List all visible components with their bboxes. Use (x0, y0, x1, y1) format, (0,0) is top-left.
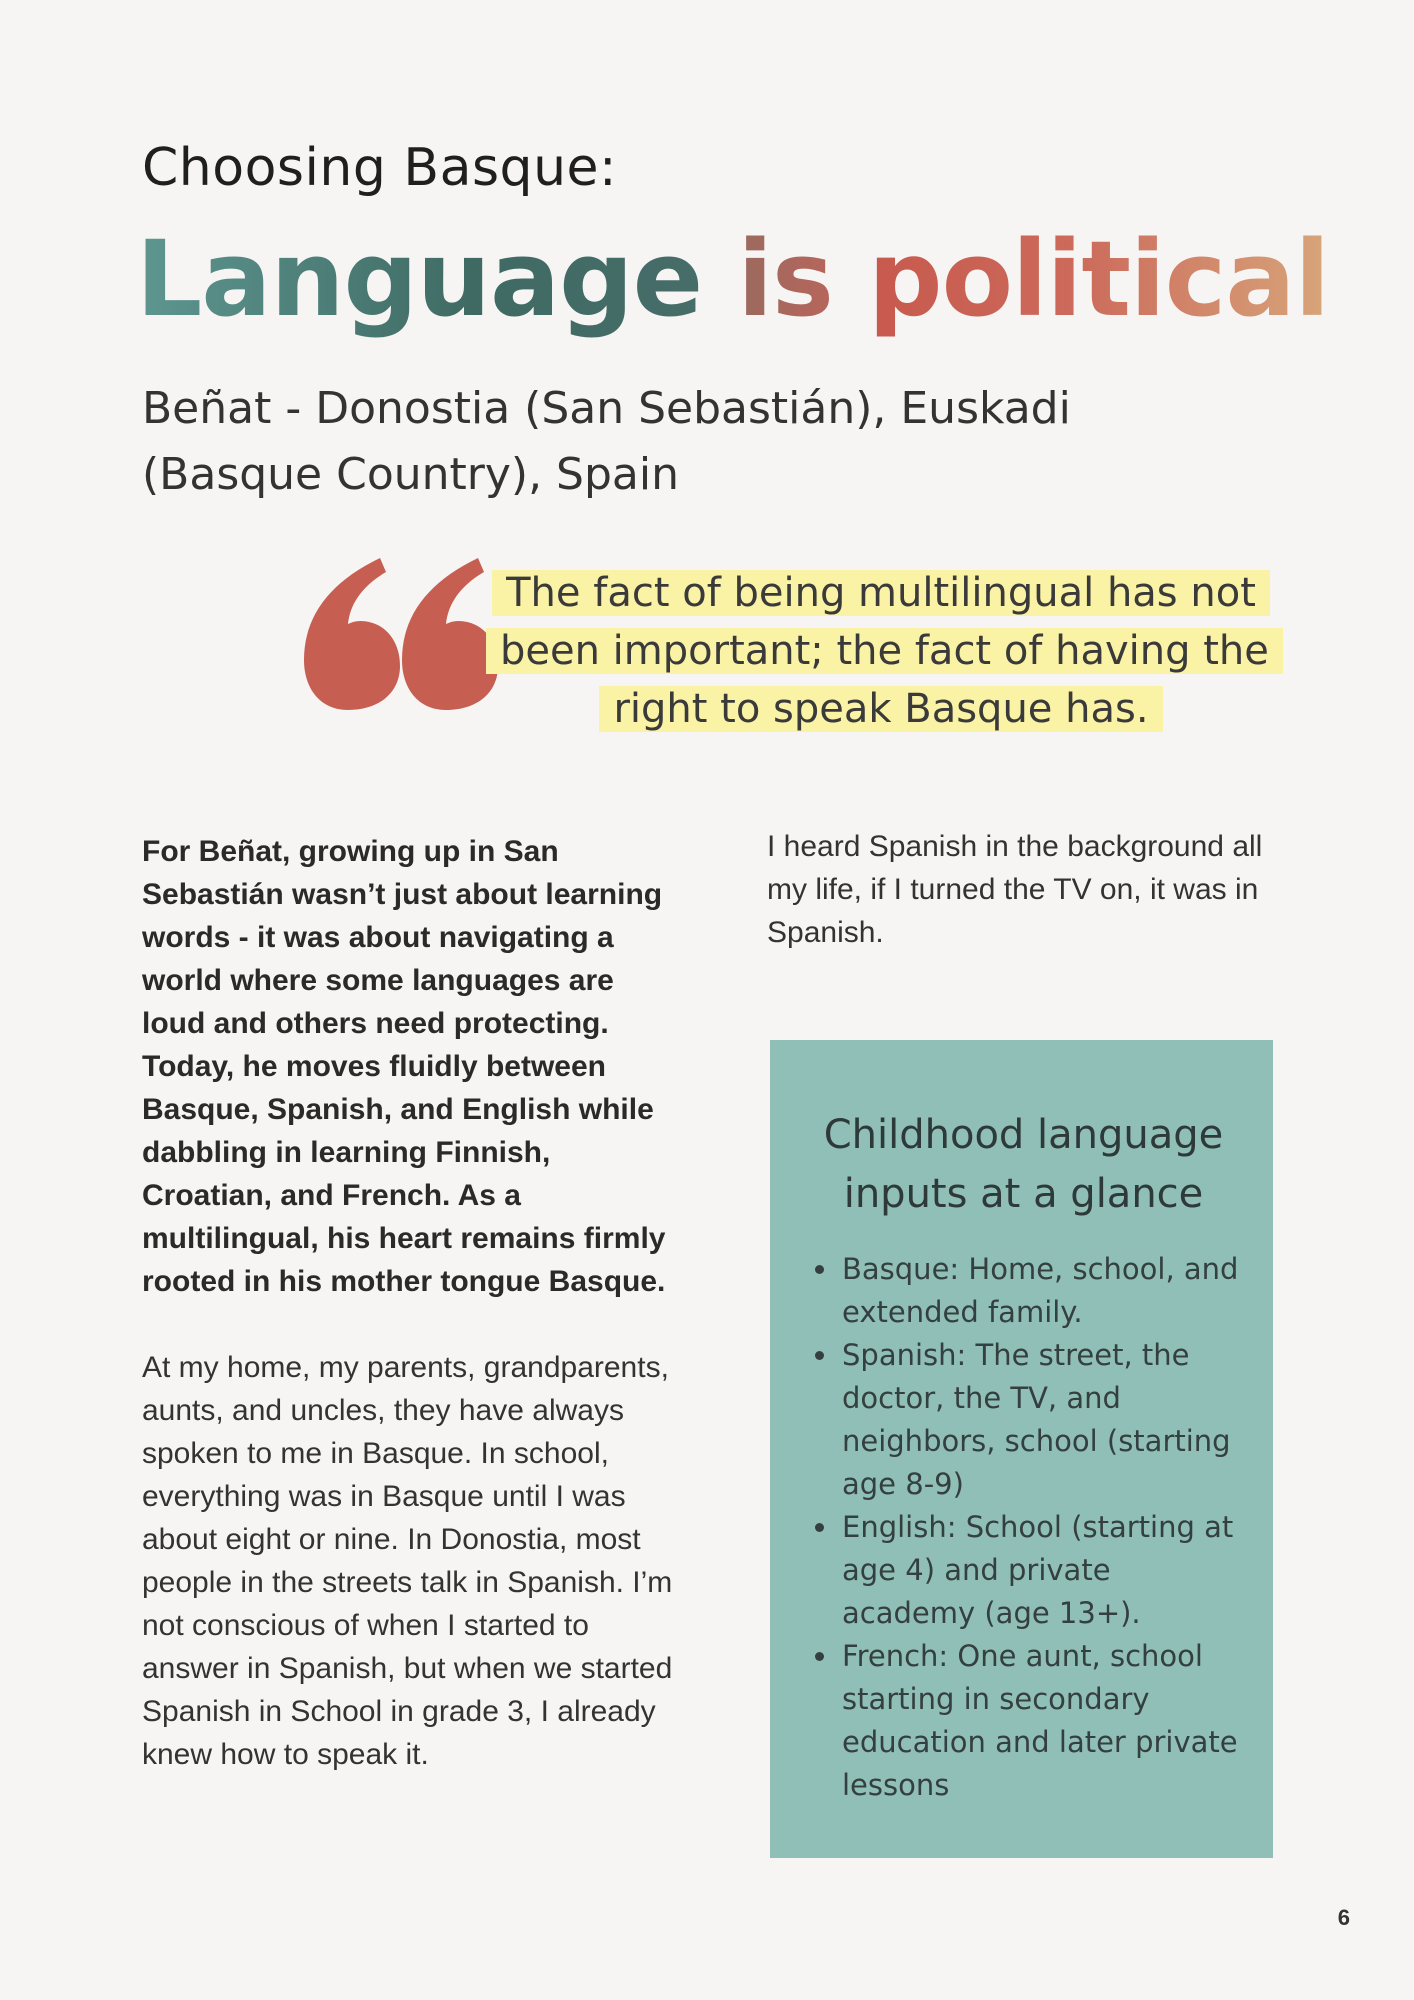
list-item: • English: School (starting at age 4) and private academy (age 13+). (840, 1506, 1239, 1635)
headline (136, 218, 1330, 340)
list-item: • French: One aunt, school starting in secondary education and later private lessons (840, 1635, 1239, 1807)
language-inputs-list (808, 1248, 1239, 1807)
pull-quote-text: The fact of being multilingual has not been important; the fact of having the right to speak Basque has. (486, 570, 1283, 732)
headline-word-language: Language (136, 218, 703, 340)
list-item: • Spanish: The street, the doctor, the TV, and neighbors, school (starting age 8-9) (840, 1334, 1239, 1506)
kicker: Choosing Basque: (142, 138, 618, 198)
lead-paragraph: For Beñat, growing up in San Sebastián wasn’t just about learning words - it was about navigating a world where some languages are loud and others need protecting. Today, he moves fluidly between Basque, Spanish, and English while dabbling in learning Finnish, Croatian, and French. As a multilingual, his heart remains firmly rooted in his mother tongue Basque. (142, 835, 666, 1298)
language-inputs-box (770, 1040, 1273, 1858)
body-paragraph: At my home, my parents, grandparents, aunts, and uncles, they have always spoken to me in Basque. In school, everything was in Basque until I was about eight or nine. In Donostia, most people in the streets talk in Spanish. I’m not conscious of when I started to answer in Spanish, but when we started Spanish in School in grade 3, I already knew how to speak it. (142, 1351, 673, 1771)
language-inputs-title: Childhood language inputs at a glance (823, 1112, 1224, 1217)
right-column-paragraph: I heard Spanish in the background all my life, if I turned the TV on, it was in Spanish. (767, 830, 1263, 949)
page-number: 6 (1337, 1905, 1350, 1930)
left-column (142, 830, 682, 1776)
quote-mark-icon (300, 520, 500, 720)
pull-quote (486, 564, 1276, 738)
list-item: • Basque: Home, school, and extended family. (840, 1248, 1239, 1334)
subtitle: Beñat - Donostia (San Sebastián), Euskadi (Basque Country), Spain (142, 383, 1071, 500)
headline-word-is: is (737, 218, 833, 340)
headline-word-political: political (868, 218, 1330, 340)
